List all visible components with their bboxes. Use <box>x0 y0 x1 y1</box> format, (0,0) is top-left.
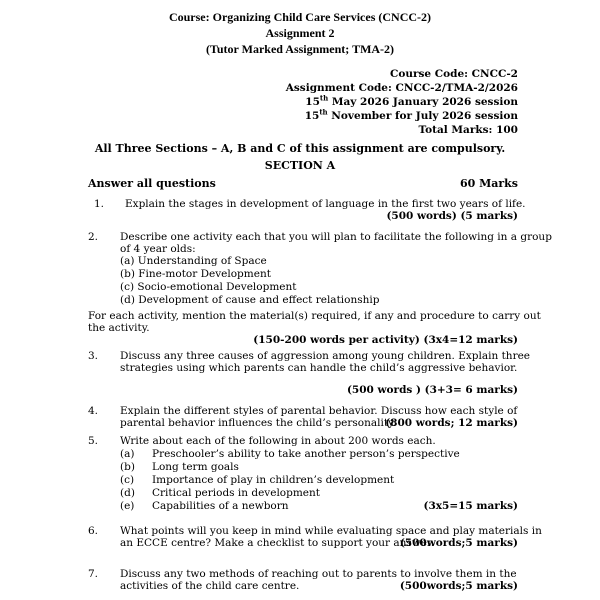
question-5-item-b-label: (b) <box>120 461 135 473</box>
question-3-marks: (500 words ) (3+3= 6 marks) <box>346 384 518 396</box>
question-7-line-2: activities of the child care centre. <box>120 580 300 592</box>
question-5-intro: Write about each of the following in about 200 words each. <box>120 435 436 447</box>
question-2-marks: (150-200 words per activity) (3x4=12 marks) <box>253 334 518 346</box>
question-5-item-e-label: (e) <box>120 500 135 512</box>
question-2-item-d: (d) Development of cause and effect relationship <box>120 294 380 306</box>
question-2-item-a: (a) Understanding of Space <box>120 255 267 267</box>
question-5-marks: (3x5=15 marks) <box>423 500 518 512</box>
question-5-item-e-text: Capabilities of a newborn <box>152 500 289 512</box>
question-4-number: 4. <box>88 405 99 417</box>
question-2-item-b: (b) Fine-motor Development <box>120 268 271 280</box>
question-1-number: 1. <box>94 198 105 210</box>
due-date-november <box>304 107 518 122</box>
due-date-may <box>305 93 518 108</box>
assignment-code: Assignment Code: CNCC-2/TMA-2/2026 <box>285 82 518 94</box>
due-date-nov-rest: November for July 2026 session <box>327 110 518 122</box>
question-5-number: 5. <box>88 435 99 447</box>
due-date-may-rest: May 2026 January 2026 session <box>328 96 518 108</box>
question-7-number: 7. <box>88 568 99 580</box>
question-2-line-1: Describe one activity each that you will plan to facilitate the following in a group <box>120 231 552 243</box>
question-3-number: 3. <box>88 350 99 362</box>
course-title: Course: Organizing Child Care Services (CNCC-2) <box>168 10 432 24</box>
question-2-line-2: of 4 year olds: <box>120 243 196 255</box>
total-marks: Total Marks: 100 <box>418 124 518 136</box>
due-date-nov-num: 15 <box>304 110 320 122</box>
question-6-number: 6. <box>88 525 99 537</box>
question-2-note-line-2: the activity. <box>88 322 150 334</box>
question-5-item-a-label: (a) <box>120 448 135 460</box>
question-3-line-1: Discuss any three causes of aggression among young children. Explain three <box>120 350 531 362</box>
due-date-may-sup: th <box>319 93 329 103</box>
compulsory-note: All Three Sections – A, B and C of this assignment are compulsory. <box>94 142 506 155</box>
question-5-item-a-text: Preschooler’s ability to take another person’s perspective <box>152 448 460 460</box>
question-6-marks: (500words;5 marks) <box>399 537 518 549</box>
due-date-may-num: 15 <box>305 96 320 108</box>
assignment-number: Assignment 2 <box>265 26 335 40</box>
question-7-marks: (500words;5 marks) <box>399 580 518 592</box>
question-7-line-1: Discuss any two methods of reaching out to parents to involve them in the <box>120 568 517 580</box>
question-2-item-c: (c) Socio-emotional Development <box>120 281 297 293</box>
question-5-item-c-text: Importance of play in children’s development <box>152 474 395 486</box>
question-4-marks: (800 words; 12 marks) <box>385 417 518 429</box>
question-5-item-c-label: (c) <box>120 474 135 486</box>
question-3-line-2: strategies using which parents can handle the child’s aggressive behavior. <box>120 362 518 374</box>
question-5-item-b-text: Long term goals <box>152 461 239 473</box>
course-code: Course Code: CNCC-2 <box>389 68 518 80</box>
section-marks: 60 Marks <box>459 177 518 190</box>
question-2-number: 2. <box>88 231 99 243</box>
due-date-nov-sup: th <box>319 107 328 117</box>
tma-label: (Tutor Marked Assignment; TMA-2) <box>205 42 395 56</box>
question-1-text: Explain the stages in development of language in the first two years of life. <box>125 198 526 210</box>
section-title: SECTION A <box>264 159 336 172</box>
question-4-line-2: parental behavior influences the child’s personality. <box>120 417 396 429</box>
question-6-line-1: What points will you keep in mind while evaluating space and play materials in <box>120 525 542 537</box>
question-6-line-2: an ECCE centre? Make a checklist to support your answer. <box>120 537 435 549</box>
answer-all-label: Answer all questions <box>88 177 216 190</box>
question-2-note-line-1: For each activity, mention the material(s) required, if any and procedure to carry out <box>88 310 541 322</box>
question-1-marks: (500 words) (5 marks) <box>386 210 518 222</box>
question-4-line-1: Explain the different styles of parental behavior. Discuss how each style of <box>120 405 518 417</box>
question-5-item-d-label: (d) <box>120 487 135 499</box>
question-5-item-d-text: Critical periods in development <box>152 487 320 499</box>
